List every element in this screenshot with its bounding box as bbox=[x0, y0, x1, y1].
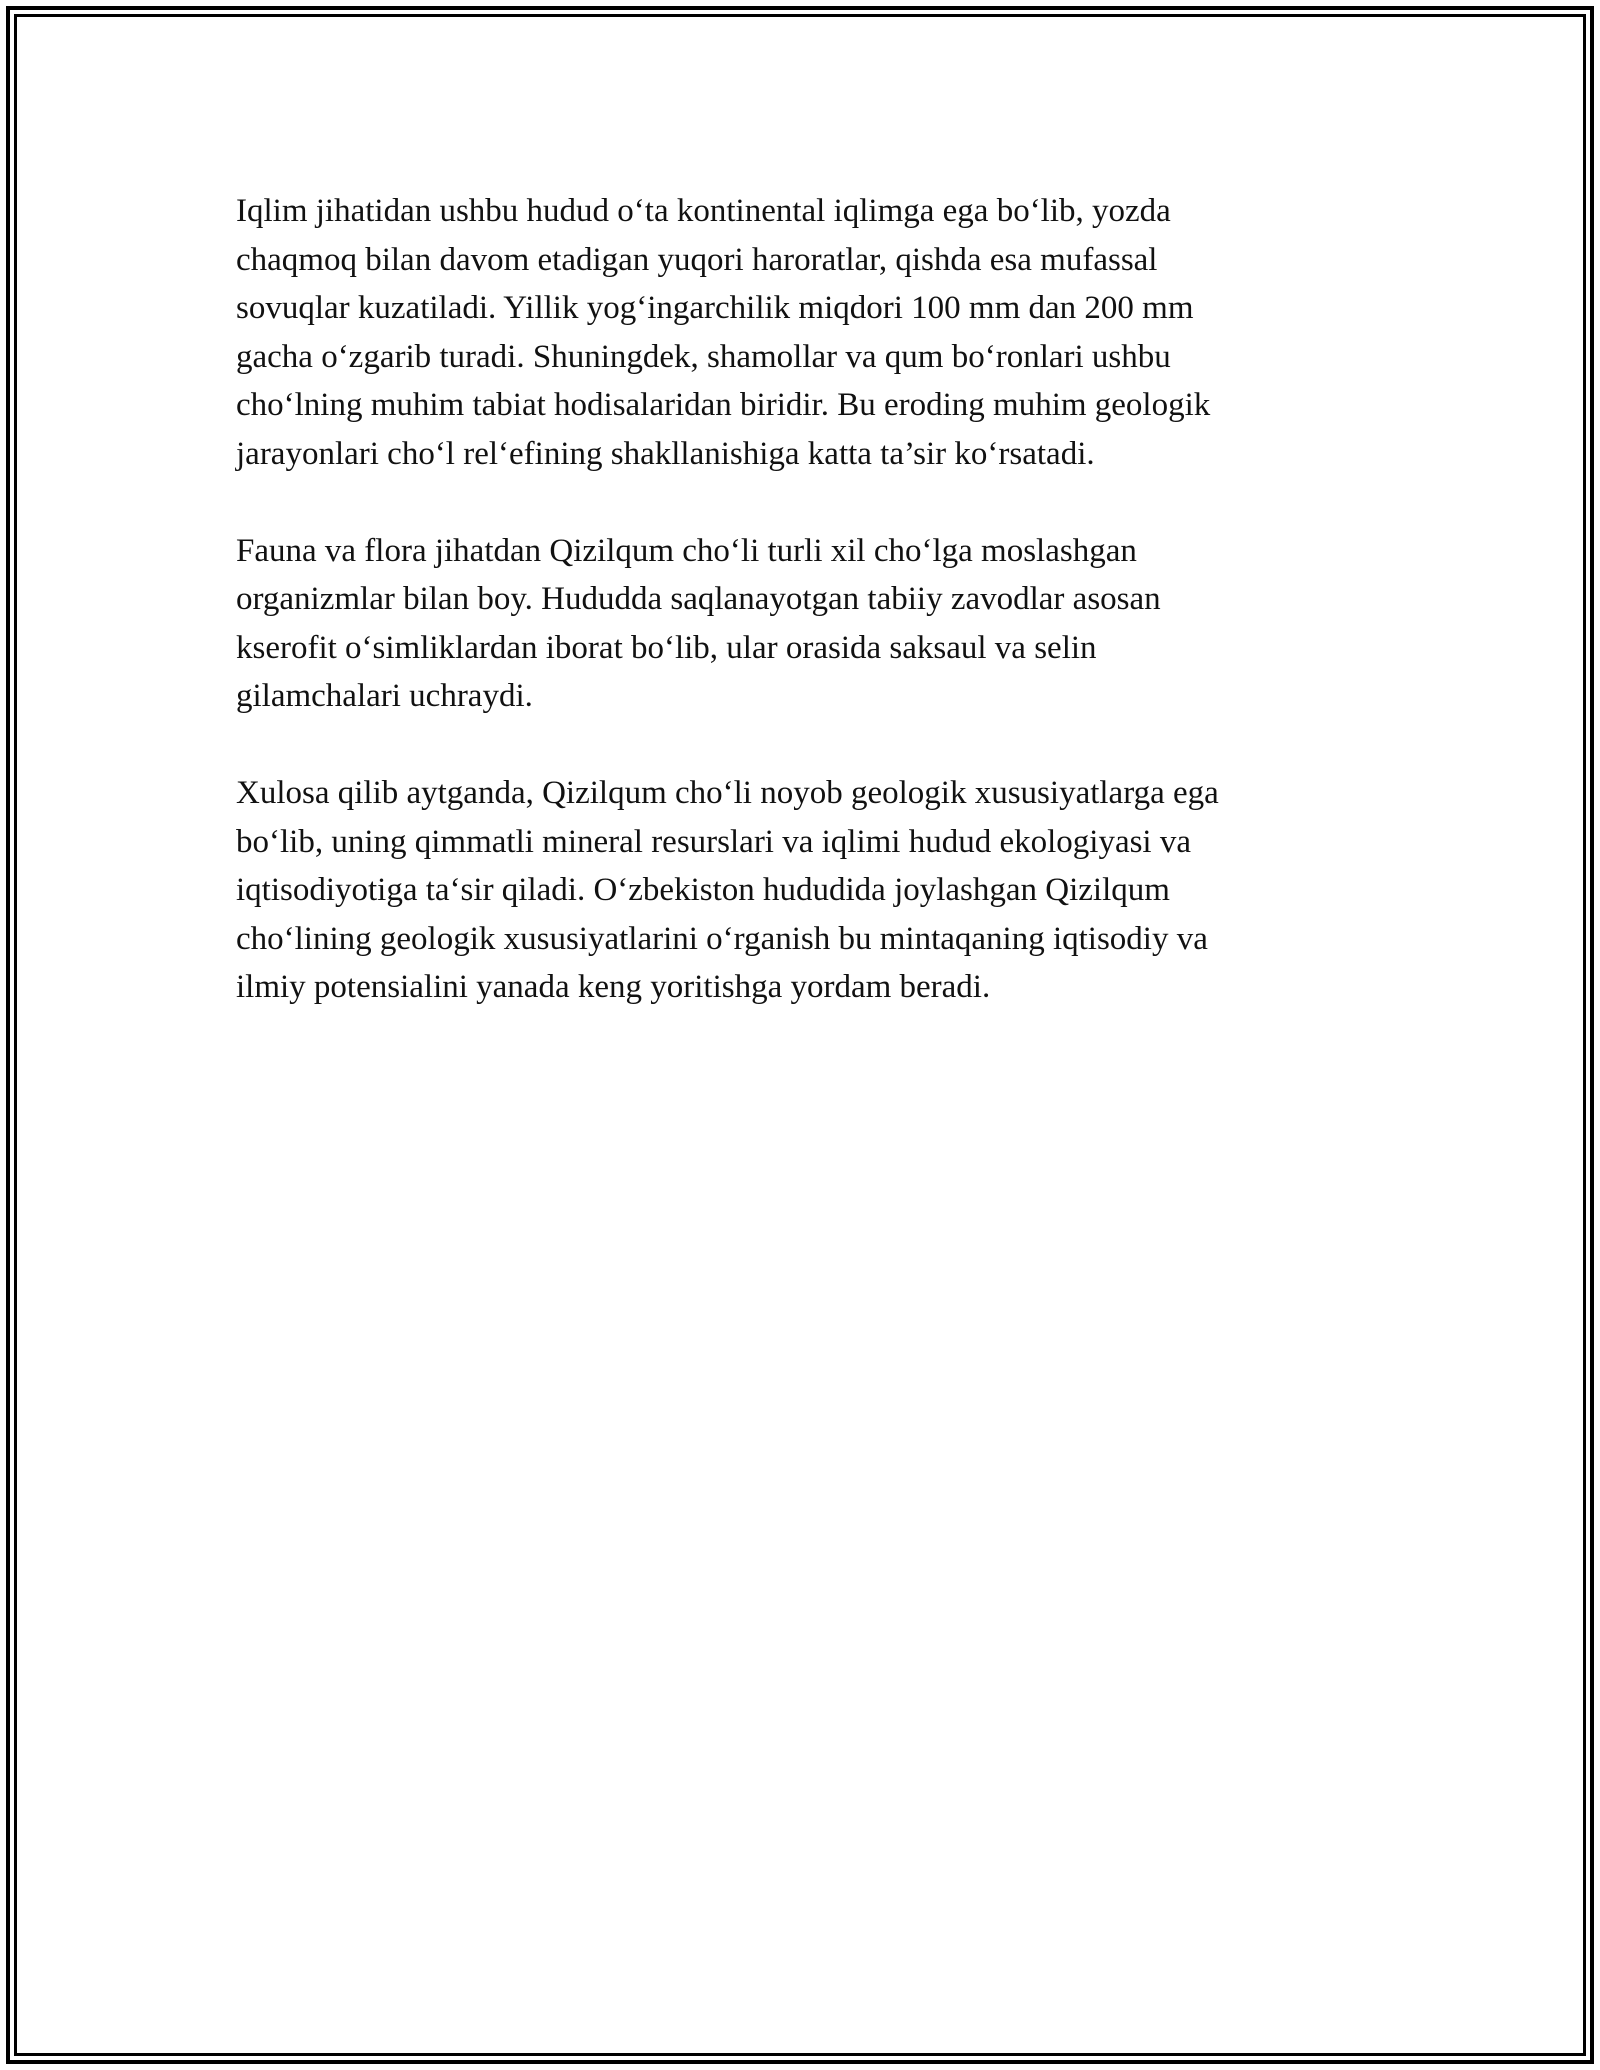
paragraph-conclusion bbox=[236, 769, 1366, 1012]
text-line: cho‘lining geologik xususiyatlarini o‘rganish bu mintaqaning iqtisodiy va bbox=[236, 920, 1208, 957]
paragraph-fauna-flora bbox=[236, 527, 1366, 721]
text-line: ilmiy potensialini yanada keng yoritishga yordam beradi. bbox=[236, 969, 991, 1005]
text-line: Iqlim jihatidan ushbu hudud o‘ta kontinental iqlimga ega bo‘lib, yozda bbox=[236, 193, 1171, 229]
text-line: bo‘lib, uning qimmatli mineral resurslari va iqlimi hudud ekologiyasi va bbox=[236, 823, 1192, 860]
text-line: sovuqlar kuzatiladi. Yillik yog‘ingarchilik miqdori 100 mm dan 200 mm bbox=[236, 290, 1194, 326]
text-line: chaqmoq bilan davom etadigan yuqori haroratlar, qishda esa mufassal bbox=[236, 241, 1158, 278]
text-line: gilamchalari uchraydi. bbox=[236, 678, 533, 714]
text-line: gacha o‘zgarib turadi. Shuningdek, shamollar va qum bo‘ronlari ushbu bbox=[236, 338, 1171, 375]
text-line: kserofit o‘simliklardan iborat bo‘lib, ular orasida saksaul va selin bbox=[236, 629, 1097, 666]
document-body bbox=[236, 187, 1366, 1060]
text-line: jarayonlari cho‘l rel‘efining shakllanishiga katta ta’sir ko‘rsatadi. bbox=[236, 435, 1095, 472]
text-line: Xulosa qilib aytganda, Qizilqum cho‘li noyob geologik xususiyatlarga ega bbox=[236, 775, 1219, 811]
text-line: iqtisodiyotiga ta‘sir qiladi. O‘zbekiston hududida joylashgan Qizilqum bbox=[236, 872, 1170, 908]
paragraph-climate bbox=[236, 187, 1366, 478]
text-line: organizmlar bilan boy. Hududda saqlanayotgan tabiiy zavodlar asosan bbox=[236, 581, 1161, 617]
text-line: Fauna va flora jihatdan Qizilqum cho‘li turli xil cho‘lga moslashgan bbox=[236, 532, 1137, 569]
text-line: cho‘lning muhim tabiat hodisalaridan biridir. Bu eroding muhim geologik bbox=[236, 387, 1211, 423]
